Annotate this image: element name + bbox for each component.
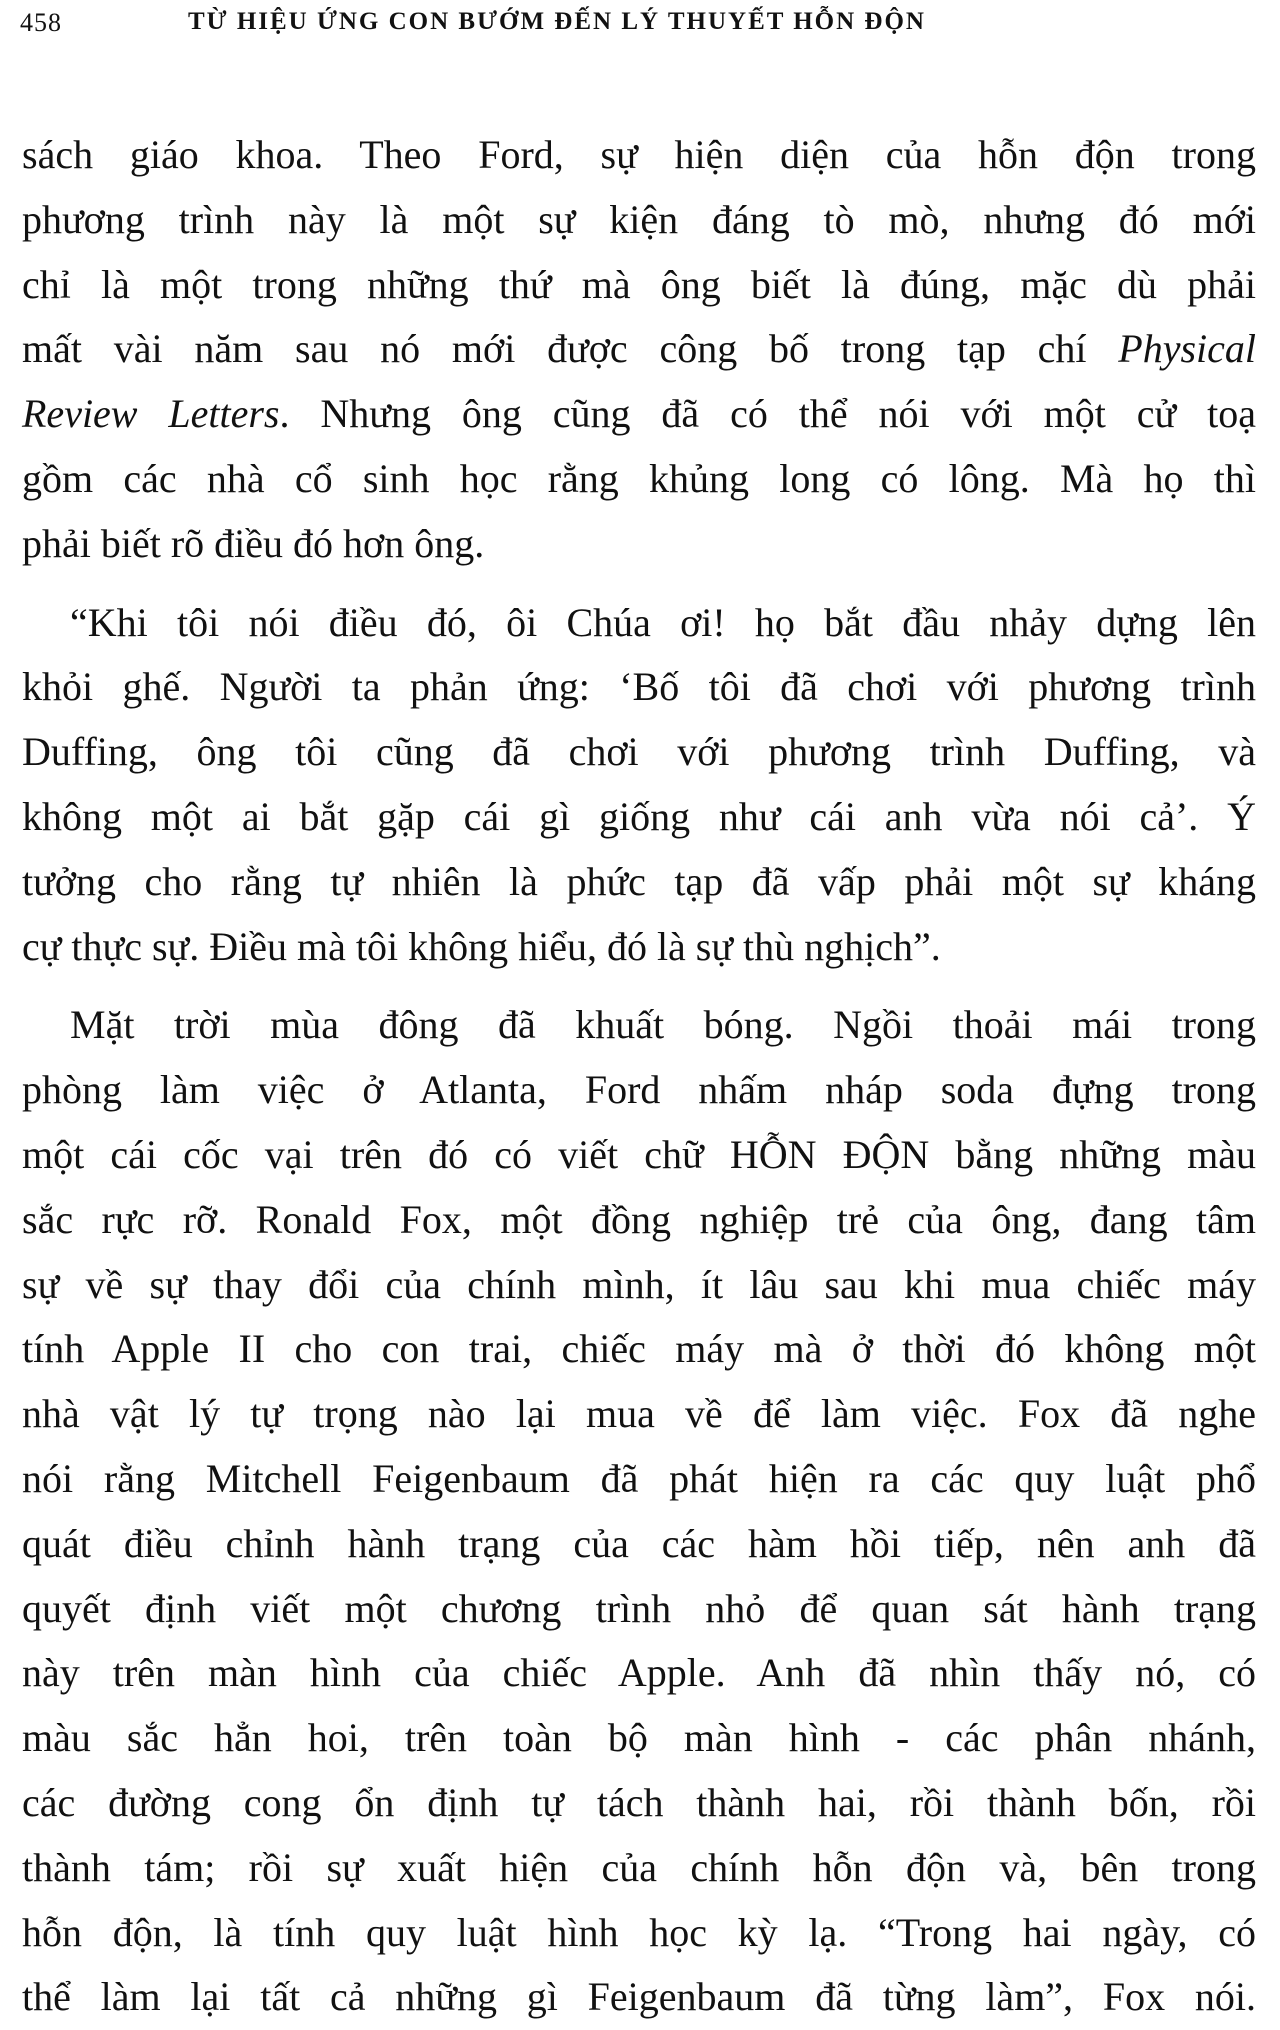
page-number: 458 [20,8,62,37]
text-line: quát điều chỉnh hành trạng của các hàm hồi tiếp, nên anh đã [22,1520,1256,1566]
text-line: phòng làm việc ở Atlanta, Ford nhấm nháp soda đựng trong [22,1067,1256,1113]
running-title: TỪ HIỆU ỨNG CON BƯỚM ĐẾN LÝ THUYẾT HỖN ĐỘN [188,8,926,35]
text-line: sự về sự thay đổi của chính mình, ít lâu sau khi mua chiếc máy [22,1261,1256,1307]
text-line: Duffing, ông tôi cũng đã chơi với phương trình Duffing, và [22,729,1256,775]
text-line: này trên màn hình của chiếc Apple. Anh đã nhìn thấy nó, có [22,1650,1256,1696]
text-line: nhà vật lý tự trọng nào lại mua về để làm việc. Fox đã nghe [22,1391,1256,1437]
paragraph-3 [22,993,1256,2030]
text-line: sắc rực rỡ. Ronald Fox, một đồng nghiệp trẻ của ông, đang tâm [22,1196,1256,1242]
text-line: thành tám; rồi sự xuất hiện của chính hỗn độn và, bên trong [22,1844,1256,1890]
text-line: tính Apple II cho con trai, chiếc máy mà ở thời đó không một [22,1326,1256,1372]
text-line: sách giáo khoa. Theo Ford, sự hiện diện của hỗn độn trong [22,132,1256,177]
text-line: quyết định viết một chương trình nhỏ để quan sát hành trạng [22,1585,1256,1631]
paragraph-2 [22,591,1256,980]
text-run: . Nhưng ông cũng đã có thể nói với một cử toạ [279,391,1256,437]
body-text [22,123,1256,2030]
text-line [22,317,1256,382]
text-line: các đường cong ổn định tự tách thành hai, rồi thành bốn, rồi [22,1779,1256,1825]
text-line: nói rằng Mitchell Feigenbaum đã phát hiện ra các quy luật phổ [22,1455,1256,1501]
text-line: không một ai bắt gặp cái gì giống như cái anh vừa nói cả’. Ý [22,793,1256,839]
paragraph-gap [22,979,1256,993]
text-line: thể làm lại tất cả những gì Feigenbaum đã từng làm”, Fox nói. [22,1974,1256,2020]
text-run: mất vài năm sau nó mới được công bố trong tạp chí [22,326,1119,372]
text-line: Mặt trời mùa đông đã khuất bóng. Ngồi thoải mái trong [70,1002,1256,1048]
text-line: cự thực sự. Điều mà tôi không hiểu, đó là sự thù nghịch”. [22,923,941,969]
text-line: màu sắc hẳn hoi, trên toàn bộ màn hình - các phân nhánh, [22,1715,1256,1761]
text-line: hỗn độn, là tính quy luật hình học kỳ lạ. “Trong hai ngày, có [22,1909,1256,1955]
page-header [20,8,1260,48]
journal-title-part: Physical [1118,326,1256,372]
text-line: một cái cốc vại trên đó có viết chữ HỖN ĐỘN bằng những màu [22,1131,1256,1177]
text-line: chỉ là một trong những thứ mà ông biết là đúng, mặc dù phải [22,261,1256,307]
paragraph-gap [22,577,1256,591]
journal-title-part: Review Letters [22,391,280,437]
text-line: khỏi ghế. Người ta phản ứng: ‘Bố tôi đã chơi với phương trình [22,664,1256,710]
text-line [22,382,1256,447]
text-line: phương trình này là một sự kiện đáng tò mò, nhưng đó mới [22,196,1256,242]
text-line: phải biết rõ điều đó hơn ông. [22,520,485,566]
text-line: gồm các nhà cổ sinh học rằng khủng long có lông. Mà họ thì [22,455,1256,501]
text-line: tưởng cho rằng tự nhiên là phức tạp đã vấp phải một sự kháng [22,858,1256,904]
text-line: “Khi tôi nói điều đó, ôi Chúa ơi! họ bắt đầu nhảy dựng lên [70,599,1256,645]
paragraph-1 [22,123,1256,577]
